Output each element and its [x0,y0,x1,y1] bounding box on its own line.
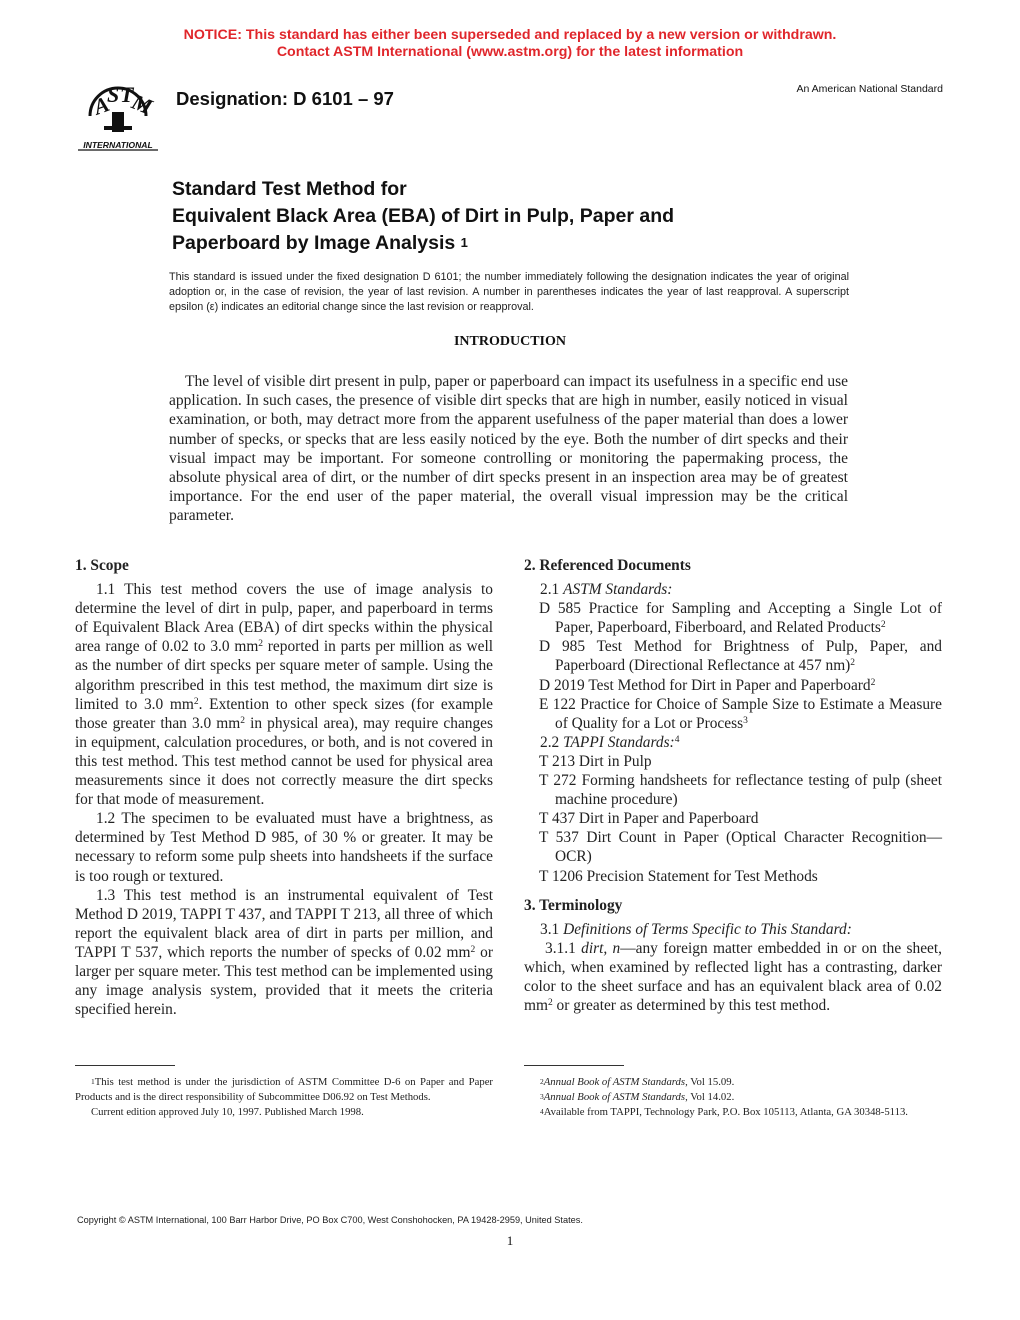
scope-1-2: 1.2 The specimen to be evaluated must have a brightness, as determined by Test Method D 985, of 30 % or greater. It may be necessary to reform some pulp sheets into handsheets if the surface is too rough or textured. [75,810,493,885]
left-column [75,556,493,1019]
scope-1-1: 1.1 This test method covers the use of image analysis to determine the level of dirt in pulp, paper, and paperboard in terms of Equivalent Black Area (EBA) of dirt specks within the physical area range of 0.02 to 3.0 $mm^2$ reported in parts per million as well as the number of dirt specks per square meter of sample. Using the algorithm prescribed in this test method, the maximum dirt size is limited to 3.0 $mm^2$. Extention to other speck sizes (for example those greater than 3.0 $mm^2$ in physical area), may require changes in equipment, calculation procedures, or both, and is not covered in this test method. This test method cannot be used for physical area measurements since it does not correctly measure the dirt specks for that mode of measurement. [75,581,493,809]
astm-standard-item: E 122 Practice for Choice of Sample Size to Estimate a Measure of Quality for a Lot or Process$^3$ [539,695,942,732]
copyright: Copyright © ASTM International, 100 Barr Harbor Drive, PO Box C700, West Conshohocken, PA 19428-2959, United States. [77,1215,583,1225]
footnote-1: $^1$This test method is under the jurisdiction of ASTM Committee D-6 on Paper and Paper Products and is the direct responsibility of Subcommittee D06.92 on Test Methods. [75,1076,493,1104]
american-national-standard: An American National Standard [796,83,943,95]
logo-text: INTERNATIONAL [83,140,153,150]
svg-text:S: S [107,82,120,107]
notice-line-2: Contact ASTM International (www.astm.org) for the latest information [276,44,744,60]
terminology-3-1: 3.1 Definitions of Terms Specific to This Standard: [540,920,852,938]
astm-standard-item: D 585 Practice for Sampling and Accepting a Single Lot of Paper, Paperboard, Fiberboard, and Related Products$^2$ [539,600,942,637]
svg-text:M: M [128,88,156,120]
terminology-3-1-1: 3.1.1 dirt, n—any foreign matter embedded in or on the sheet, which, when examined by reflected light has a contrasting, darker color to the sheet surface and has an equivalent black area of 0.02 $mm^2$ or greater as determined by this test method. [524,939,942,1015]
tappi-standard-item: T 213 Dirt in Pulp [539,752,652,770]
right-column [524,556,942,1015]
title-line-2: Equivalent Black Area (EBA) of Dirt in Pulp, Paper and [172,205,675,227]
scope-1-3: 1.3 This test method is an instrumental equivalent of Test Method D 2019, TAPPI T 437, and TAPPI T 213, all three of which report the equivalent black area of dirt in parts per million, and TAPPI T 537, which reports the number of specks of 0.02 $mm^2$ or larger per square meter. This test method can be implemented using any image analysis system, provided that it meets the criteria specified herein. [75,886,493,1019]
footnotes-right [524,1075,942,1121]
tappi-standard-item: T 437 Dirt in Paper and Paperboard [539,810,759,828]
introduction-body [169,372,848,526]
tappi-standards-label: 2.2 TAPPI Standards:$^4$ [540,733,680,751]
astm-standard-item: D 2019 Test Method for Dirt in Paper and Paperboard$^2$ [539,676,876,694]
footnote-rule-left [75,1065,175,1066]
referenced-documents-heading: 2. Referenced Documents [524,557,691,574]
introduction-heading: INTRODUCTION [453,334,566,349]
astm-standards-label: 2.1 ASTM Standards: [540,581,673,599]
title-line-3 [172,230,674,257]
tappi-standard-item: T 1206 Precision Statement for Test Methods [539,867,818,885]
footnotes-left [75,1075,493,1121]
svg-text:A: A [90,91,113,120]
footnote-2: $^2$Annual Book of ASTM Standards, Vol 15.09. [540,1076,735,1088]
document-title [172,176,674,257]
svg-text:T: T [120,82,134,107]
title-line-1: Standard Test Method for [172,178,407,200]
tappi-standards-list [524,752,942,886]
designation: Designation: D 6101 – 97 [176,88,394,109]
introduction-text: The level of visible dirt present in pulp, paper or paperboard can impact its usefulness in a specific end use application. In such cases, the presence of visible dirt specks that are high in number, easily noticed in visual examination, or both, may detract more from the apparent usefulness of the paper material than does a lower number of specks, or specks that are less easily noticed by the eye. Both the number of dirt specks and their visual impact may be important. For someone controlling or monitoring the papermaking process, the absolute physical area of dirt, or the number of dirt specks present in an inspection area may be of greatest importance. For the end user of the paper material, the overall visual impression may be the critical parameter. [169,373,848,525]
footnote-4: $^4$Available from TAPPI, Technology Park, P.O. Box 105113, Atlanta, GA 30348-5113. [540,1106,908,1119]
terminology-heading: 3. Terminology [524,896,623,914]
tappi-standard-item: T 272 Forming handsheets for reflectance testing of pulp (sheet machine procedure) [539,772,942,809]
footnote-3: $^3$Annual Book of ASTM Standards, Vol 14.02. [540,1091,735,1104]
astm-standards-list [524,599,942,733]
astm-logo [74,76,162,152]
astm-standard-item: D 985 Test Method for Brightness of Pulp, Paper, and Paperboard (Directional Reflectance at 457 nm)$^2$ [539,638,942,675]
footnote-rule-right [524,1065,624,1066]
title-footnote-mark: 1 [460,235,468,250]
edition-note: Current edition approved July 10, 1997. Published March 1998. [91,1106,364,1119]
withdrawal-notice [0,27,1020,61]
scope-heading: 1. Scope [75,557,129,574]
page-number: 1 [506,1233,514,1248]
tappi-standard-item: T 537 Dirt Count in Paper (Optical Character Recognition—OCR) [539,829,942,866]
notice-line-1: NOTICE: This standard has either been superseded and replaced by a new version or withdrawn. [183,27,837,43]
issue-note: This standard is issued under the fixed designation D 6101; the number immediately following the designation indicates the year of original adoption or, in the case of revision, the year of last revision. A number in parentheses indicates the year of last reapproval. A superscript epsilon (ε) indicates an editorial change since the last revision or reapproval. [169,271,849,313]
title-line-3-text: Paperboard by Image Analysis [172,232,456,254]
